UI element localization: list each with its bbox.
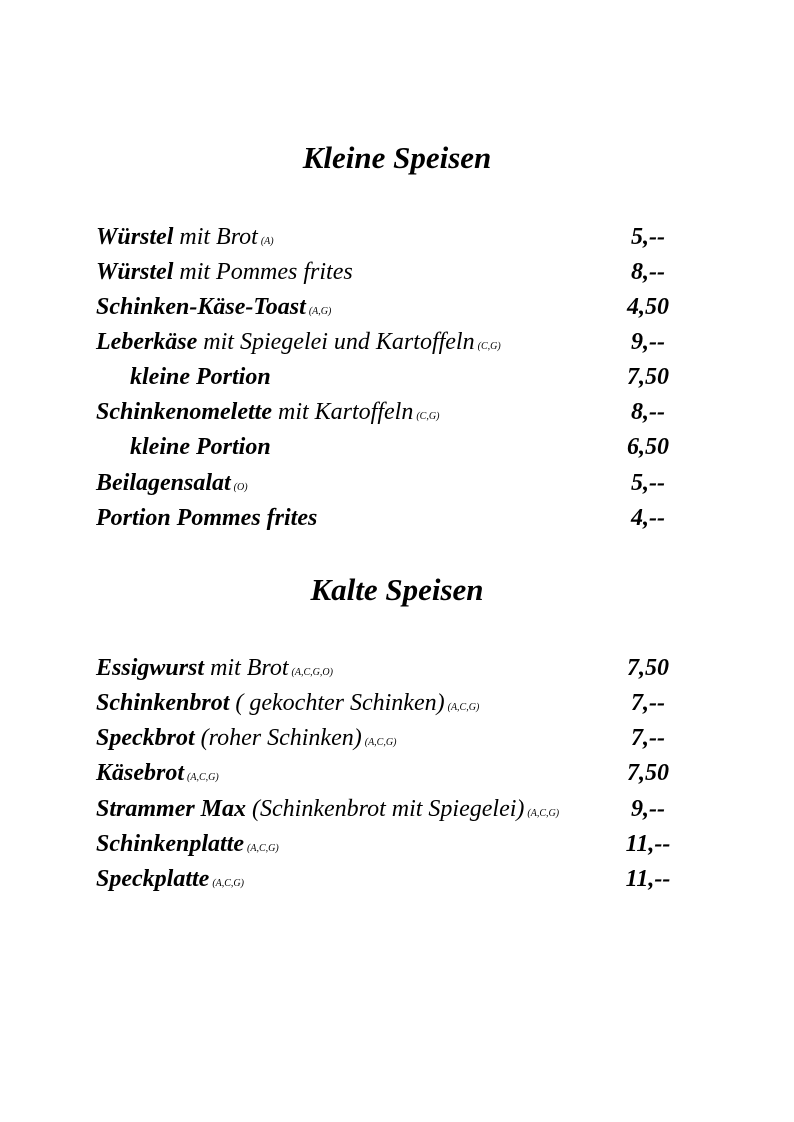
item-description: (Schinkenbrot mit Spiegelei) — [246, 796, 525, 822]
item-allergens: (C,G) — [477, 341, 501, 352]
item-price: 11,-- — [625, 831, 671, 857]
item-name: Schinken-Käse-Toast — [96, 294, 306, 320]
item-name: Schinkenbrot — [96, 690, 230, 716]
item-price: 8,-- — [631, 259, 665, 285]
item-allergens: (A,C,G,O) — [291, 667, 333, 678]
item-description: mit Brot — [173, 224, 258, 250]
item-label — [96, 221, 274, 258]
item-name: Beilagensalat — [96, 470, 231, 496]
item-allergens: (C,G) — [416, 411, 440, 422]
item-name: Würstel — [96, 259, 174, 285]
item-price: 7,50 — [627, 760, 669, 786]
item-price: 7,50 — [627, 364, 669, 390]
item-label — [96, 687, 479, 724]
menu-item — [96, 502, 678, 534]
item-allergens: (A,C,G) — [447, 702, 480, 713]
item-name: Speckplatte — [96, 866, 210, 892]
item-price: 7,50 — [627, 655, 669, 681]
item-label — [96, 396, 439, 433]
item-label — [96, 863, 244, 900]
item-allergens: (A) — [260, 236, 274, 247]
item-allergens: (A,G) — [308, 306, 332, 317]
item-description: mit Spiegelei und Kartoffeln — [197, 329, 475, 355]
item-allergens: (A,C,G) — [527, 808, 560, 819]
item-description: (roher Schinken) — [194, 725, 362, 751]
item-name: Essigwurst — [96, 655, 205, 681]
item-price: 5,-- — [631, 224, 665, 250]
item-label — [96, 502, 320, 539]
menu-item — [96, 652, 678, 684]
item-price: 9,-- — [631, 329, 665, 355]
item-price: 9,-- — [631, 796, 665, 822]
menu-item — [96, 221, 678, 253]
item-name: kleine Portion — [130, 434, 271, 460]
item-allergens: (A,C,G) — [187, 772, 219, 783]
menu-item — [96, 291, 678, 323]
item-name: Speckbrot — [96, 725, 195, 751]
item-allergens: (A,C,G) — [364, 737, 397, 748]
item-label — [96, 467, 248, 504]
menu-item — [96, 757, 678, 789]
item-price: 7,-- — [631, 725, 665, 751]
item-name: Käsebrot — [96, 760, 185, 786]
item-label — [96, 757, 219, 794]
menu-item — [96, 431, 678, 463]
item-name: Leberkäse — [96, 329, 198, 355]
menu-item — [96, 256, 678, 288]
item-label — [96, 828, 279, 865]
item-name: Schinkenplatte — [96, 831, 245, 857]
item-price: 11,-- — [625, 866, 671, 892]
item-label — [96, 326, 501, 363]
item-allergens: (A,C,G) — [212, 878, 244, 889]
item-label — [130, 431, 274, 468]
item-label — [96, 291, 331, 328]
item-price: 4,50 — [627, 294, 669, 320]
menu-item — [96, 828, 678, 860]
section-title-kalte-speisen: Kalte Speisen — [310, 572, 484, 607]
item-name: Portion Pommes frites — [96, 505, 318, 531]
menu-item — [96, 722, 678, 754]
section-title-kleine-speisen: Kleine Speisen — [302, 140, 492, 175]
item-label — [96, 256, 356, 293]
item-price: 7,-- — [631, 690, 665, 716]
menu-item — [96, 863, 678, 895]
item-label — [96, 722, 396, 759]
item-allergens: (A,C,G) — [247, 843, 279, 854]
menu-item — [96, 326, 678, 358]
item-price: 8,-- — [631, 399, 665, 425]
menu-item — [96, 467, 678, 499]
item-label — [96, 652, 333, 689]
item-price: 5,-- — [631, 470, 665, 496]
menu-item — [96, 793, 678, 825]
item-price: 6,50 — [627, 434, 669, 460]
item-description: mit Pommes frites — [173, 259, 353, 285]
item-name: Würstel — [96, 224, 174, 250]
item-name: Strammer Max — [96, 796, 247, 822]
item-name: Schinkenomelette — [96, 399, 272, 425]
menu-item — [96, 361, 678, 393]
menu-item — [96, 396, 678, 428]
item-name: kleine Portion — [130, 364, 271, 390]
item-description: mit Brot — [204, 655, 289, 681]
item-label — [96, 793, 559, 830]
item-description: ( gekochter Schinken) — [229, 690, 445, 716]
item-label — [130, 361, 274, 398]
item-allergens: (O) — [233, 482, 248, 493]
item-price: 4,-- — [631, 505, 665, 531]
item-description: mit Kartoffeln — [272, 399, 414, 425]
menu-item — [96, 687, 678, 719]
